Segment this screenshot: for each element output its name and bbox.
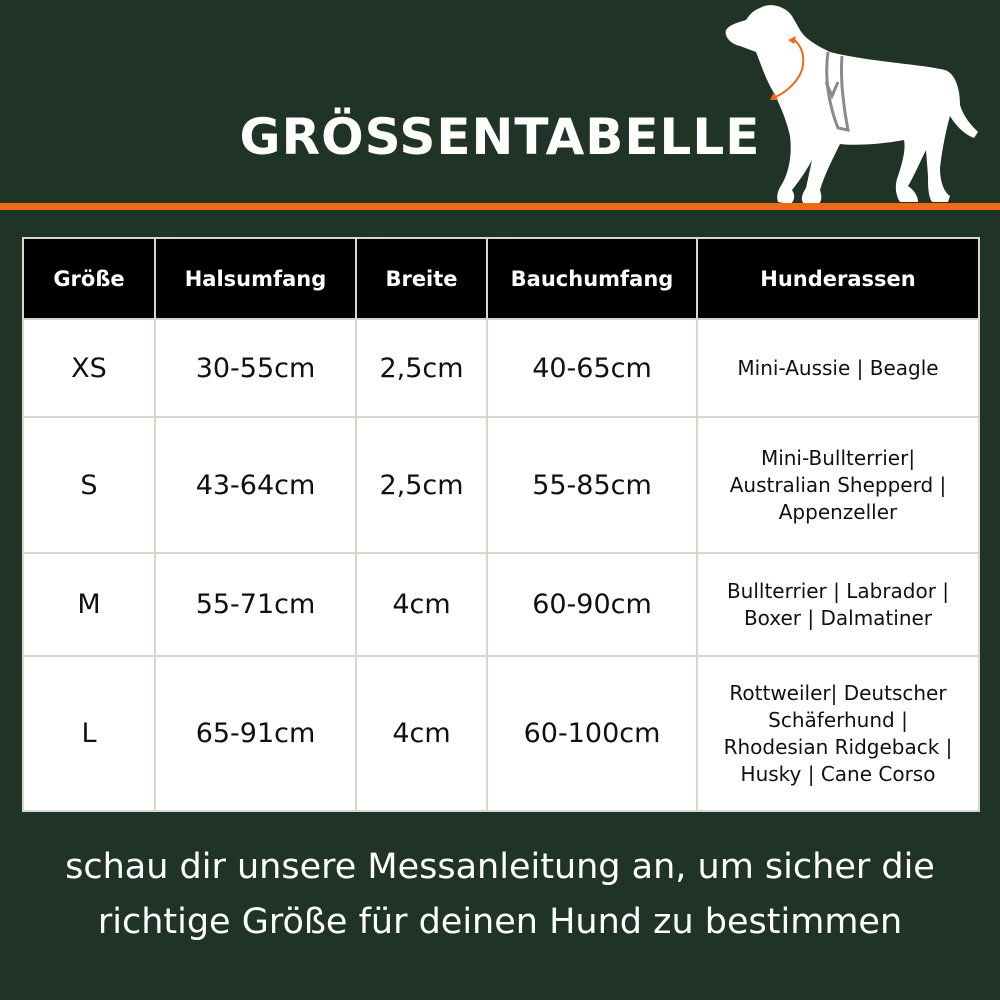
page-title: GRÖSSENTABELLE bbox=[239, 108, 761, 166]
column-header-belly: Bauchumfang bbox=[487, 238, 697, 319]
breeds-line: Mini-Bullterrier| bbox=[760, 445, 916, 470]
breeds-line: Appenzeller bbox=[778, 499, 898, 524]
table-row bbox=[23, 656, 979, 811]
breeds-line: Schäferhund | bbox=[768, 707, 908, 732]
breeds-cell bbox=[697, 319, 979, 417]
breeds-line: Rottweiler| Deutscher bbox=[729, 680, 947, 705]
width-cell: 4cm bbox=[356, 553, 487, 656]
breeds-cell bbox=[697, 553, 979, 656]
size-cell: S bbox=[23, 417, 155, 553]
breeds-line: Husky | Cane Corso bbox=[740, 761, 936, 786]
dog-harness-icon bbox=[722, 0, 984, 206]
belly-cell: 40-65cm bbox=[487, 319, 697, 417]
neck-cell: 65-91cm bbox=[155, 656, 356, 811]
neck-cell: 30-55cm bbox=[155, 319, 356, 417]
width-cell: 2,5cm bbox=[356, 319, 487, 417]
breeds-cell bbox=[697, 656, 979, 811]
table-header-row bbox=[23, 238, 979, 319]
size-cell: M bbox=[23, 553, 155, 656]
size-cell: L bbox=[23, 656, 155, 811]
belly-cell: 55-85cm bbox=[487, 417, 697, 553]
size-cell: XS bbox=[23, 319, 155, 417]
breeds-line: Mini-Aussie | Beagle bbox=[737, 355, 939, 380]
column-header-breeds: Hunderassen bbox=[697, 238, 979, 319]
neck-cell: 55-71cm bbox=[155, 553, 356, 656]
breeds-cell bbox=[697, 417, 979, 553]
breeds-line: Rhodesian Ridgeback | bbox=[723, 734, 953, 759]
measuring-hint-text bbox=[0, 840, 1000, 950]
accent-divider bbox=[0, 203, 1000, 210]
width-cell: 4cm bbox=[356, 656, 487, 811]
breeds-line: Boxer | Dalmatiner bbox=[743, 605, 933, 630]
column-header-width: Breite bbox=[356, 238, 487, 319]
measuring-hint-line: schau dir unsere Messanleitung an, um sicher die bbox=[65, 847, 935, 887]
neck-cell: 43-64cm bbox=[155, 417, 356, 553]
breeds-line: Bullterrier | Labrador | bbox=[726, 578, 950, 603]
belly-cell: 60-100cm bbox=[487, 656, 697, 811]
column-header-neck: Halsumfang bbox=[155, 238, 356, 319]
table-row bbox=[23, 319, 979, 417]
column-header-size: Größe bbox=[23, 238, 155, 319]
table-row bbox=[23, 417, 979, 553]
size-chart-table bbox=[22, 237, 980, 812]
width-cell: 2,5cm bbox=[356, 417, 487, 553]
measuring-hint-line: richtige Größe für deinen Hund zu bestimmen bbox=[97, 902, 903, 942]
breeds-line: Australian Shepperd | bbox=[729, 472, 947, 497]
belly-cell: 60-90cm bbox=[487, 553, 697, 656]
table-row bbox=[23, 553, 979, 656]
